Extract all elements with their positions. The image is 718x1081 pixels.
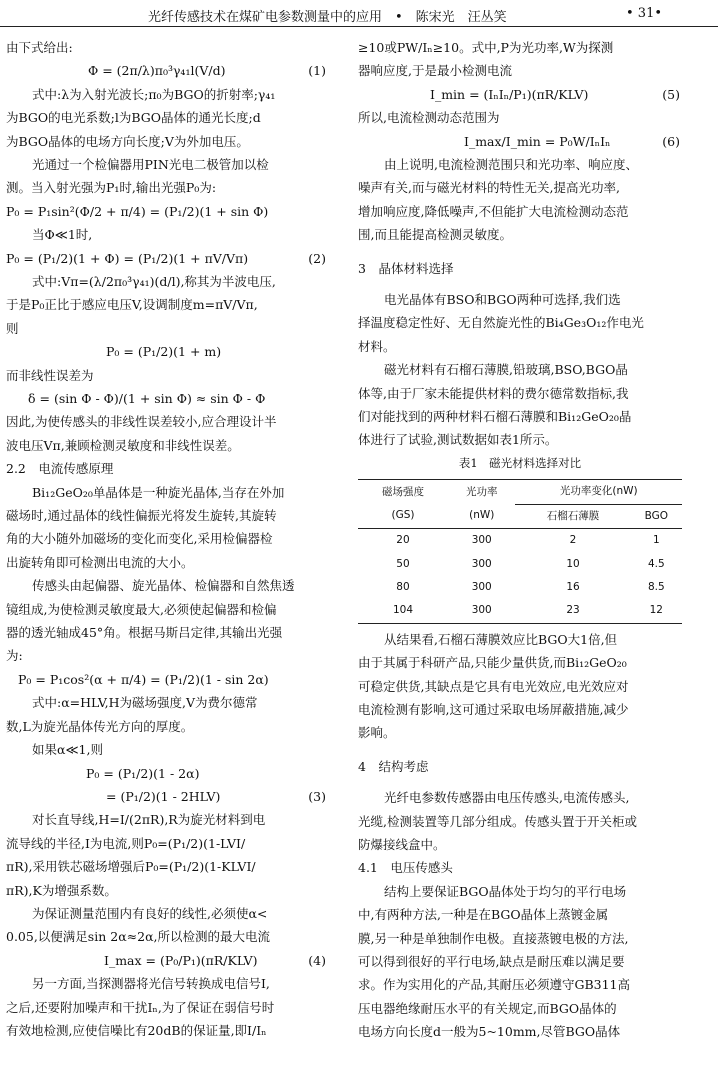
text-line: 光缆,检测装置等几部分组成。传感头置于开关柜或	[358, 813, 637, 829]
table-cell: 8.5	[647, 580, 665, 593]
text-line: 求。作为实用化的产品,其耐压必须遵守GB311高	[358, 977, 631, 993]
table-cell: 300	[471, 534, 492, 547]
text-line: 角的大小随外加磁场的变化而变化,采用检偏器检	[6, 531, 273, 547]
text-line: 由上说明,电流检测范围只和光功率、响应度、	[384, 157, 638, 172]
text-line: πR),采用铁芯磁场增强后P₀=(P₁/2)(1-KLVI/	[6, 859, 256, 875]
text-line: 另一方面,当探测器将光信号转换成电信号I,	[32, 976, 270, 992]
text-line: 数,L为旋光晶体传光方向的厚度。	[6, 718, 194, 734]
text-line: 们对能找到的两种材料石榴石薄膜和Bi₁₂GeO₂₀晶	[358, 409, 632, 425]
text-line: 电流检测有影响,这可通过采取电场屏蔽措施,减少	[358, 701, 629, 717]
text-line: 镜组成,为使检测灵敏度最大,必须使起偏器和检偏	[6, 601, 277, 617]
equation-9	[6, 949, 328, 972]
table-row	[358, 599, 682, 623]
text-line: 防爆接线盒中。	[358, 836, 446, 852]
text-line: 出旋转角即可检测出电流的大小。	[6, 554, 194, 570]
text-line: 测。当入射光强为P₁时,输出光强P₀为:	[6, 180, 217, 196]
section-heading-4: 4 结构考虑	[358, 758, 429, 774]
text-line: 为:	[6, 648, 23, 664]
equation-number: (2)	[308, 250, 326, 266]
equation-body: = (P₁/2)(1 - 2HLV)	[106, 788, 221, 804]
text-line: ≥10或PW/Iₙ≥10。式中,P为光功率,W为探测	[358, 40, 614, 55]
equation-1	[6, 59, 328, 82]
table-header-power: 光功率	[448, 480, 515, 504]
page-number: • 31•	[626, 6, 663, 21]
equation-body: I_min = (IₙIₙ/P₁)(πR/KLV)	[430, 86, 589, 102]
table-header-power-unit: (nW)	[448, 504, 515, 528]
header-title: 光纤传感技术在煤矿电参数测量中的应用 • 陈宋光 汪丛笑	[148, 10, 507, 25]
equation-body: I_max = (P₀/P₁)(πR/KLV)	[104, 952, 258, 968]
text-line: 择温度稳定性好、无自然旋光性的Bi₄Ge₃O₁₂作电光	[358, 315, 644, 331]
equation-number: (3)	[308, 788, 326, 804]
text-line: 式中:λ为入射光波长;π₀为BGO的折射率;γ₄₁	[32, 86, 276, 102]
text-line: 而非线性误差为	[6, 367, 94, 383]
text-line: 器响应度,于是最小检测电流	[358, 63, 512, 79]
text-line: 光纤电参数传感器由电压传感头,电流传感头,	[384, 790, 630, 806]
text-line: 影响。	[358, 725, 396, 741]
table-header-change: 光功率变化(nW)	[515, 480, 682, 504]
equation-5	[6, 387, 328, 410]
text-line: 波电压Vπ,兼顾检测灵敏度和非线性误差。	[6, 437, 240, 453]
table-cell: 300	[471, 557, 492, 570]
table-cell: 20	[396, 534, 410, 547]
text-line: 增加响应度,降低噪声,不但能扩大电流检测动态范	[358, 203, 629, 219]
equation-6	[6, 668, 328, 691]
text-line: 磁场时,通过晶体的线性偏振光将发生旋转,其旋转	[6, 508, 277, 524]
text-line: 之后,还要附加噪声和干扰Iₙ,为了保证在弱信号时	[6, 999, 275, 1015]
text-line: 体进行了试验,测试数据如表1所示。	[358, 432, 558, 448]
text-line: 器的透光轴成45°角。根据马斯吕定律,其输出光强	[6, 625, 283, 641]
text-line: 磁光材料有石榴石薄膜,铅玻璃,BSO,BGO晶	[384, 362, 628, 378]
text-line: 式中:α=HLV,H为磁场强度,V为费尔德常	[32, 695, 258, 711]
text-line: 从结果看,石榴石薄膜效应比BGO大1倍,但	[384, 631, 618, 647]
text-line: 噪声有关,而与磁光材料的特性无关,提高光功率,	[358, 180, 620, 196]
material-comparison-table	[358, 479, 682, 623]
text-line: 0.05,以便满足sin 2α≈2α,所以检测的最大电流	[6, 929, 270, 945]
equation-body: P₀ = (P₁/2)(1 - 2α)	[86, 765, 200, 781]
text-line: 可稳定供货,其缺点是它具有电光效应,电光效应对	[358, 678, 629, 694]
text-line: 可以得到很好的平行电场,缺点是耐压难以满足要	[358, 954, 625, 969]
text-line: 式中:Vπ=(λ/2π₀³γ₄₁)(d/l),称其为半波电压,	[32, 274, 276, 290]
equation-number: (6)	[662, 133, 680, 149]
text-line: 流导线的半径,I为电流,则P₀=(P₁/2)(1-LVI/	[6, 835, 246, 851]
section-heading-2-2: 2.2 电流传感原理	[6, 461, 114, 477]
equation-number: (1)	[308, 63, 326, 79]
text-line: 因此,为使传感头的非线性误差较小,应合理设计半	[6, 414, 277, 430]
equation-number: (5)	[662, 86, 680, 102]
left-column	[6, 36, 328, 1042]
text-line: 结构上要保证BGO晶体处于均匀的平行电场	[384, 883, 627, 899]
equation-11	[358, 130, 682, 153]
text-line: 中,有两种方法,一种是在BGO晶体上蒸镀金属	[358, 907, 609, 923]
equation-4	[6, 340, 328, 363]
text-line: πR),K为增强系数。	[6, 882, 117, 898]
text-line: Bi₁₂GeO₂₀单晶体是一种旋光晶体,当存在外加	[32, 484, 285, 500]
section-heading-3: 3 晶体材料选择	[358, 260, 454, 276]
equation-10	[358, 83, 682, 106]
table-header-field: 磁场强度	[358, 480, 448, 504]
equation-body: Φ = (2π/λ)π₀³γ₄₁l(V/d)	[88, 63, 226, 79]
text-line: 体等,由于厂家未能提供材料的费尔德常数指标,我	[358, 385, 629, 401]
table-cell: 1	[652, 534, 660, 547]
table-cell: 23	[515, 599, 630, 623]
equation-body: I_max/I_min = P₀W/IₙIₙ	[464, 133, 611, 149]
table-cell: 50	[396, 557, 410, 570]
table-cell: 80	[396, 580, 410, 593]
text-line: 光通过一个检偏器用PIN光电二极管加以检	[32, 157, 269, 173]
equation-7	[6, 762, 328, 785]
equation-body: δ = (sin Φ - Φ)/(1 + sin Φ) ≈ sin Φ - Φ	[28, 391, 266, 407]
table-header-bgo: BGO	[631, 504, 682, 528]
text-line: 为BGO晶体的电场方向长度;V为外加电压。	[6, 133, 249, 149]
equation-number: (4)	[308, 952, 326, 968]
text-line: 有效地检测,应使信噪比有20dB的保证量,即I/Iₙ	[6, 1022, 267, 1038]
text-line: 当Φ≪1时,	[32, 227, 93, 243]
table-row	[358, 576, 682, 599]
table-caption: 表1 磁光材料选择对比	[458, 455, 582, 470]
text-line: 为保证测量范围内有良好的线性,必须使α<	[32, 905, 268, 921]
text-line: 对长直导线,H=I/(2πR),R为旋光材料到电	[32, 812, 266, 828]
table-cell: 12	[631, 599, 682, 623]
equation-body: P₀ = P₁cos²(α + π/4) = (P₁/2)(1 - sin 2α)	[18, 671, 269, 687]
table-cell: 300	[448, 599, 515, 623]
text-line: 材料。	[358, 338, 396, 354]
table-row	[358, 553, 682, 576]
text-line: 由于其属于科研产品,只能少量供货,而Bi₁₂GeO₂₀	[358, 655, 627, 671]
table-cell: 300	[471, 580, 492, 593]
equation-body: P₀ = P₁sin²(Φ/2 + π/4) = (P₁/2)(1 + sin Φ)	[6, 203, 269, 219]
equation-body: P₀ = (P₁/2)(1 + m)	[106, 344, 222, 360]
text-line: 则	[6, 320, 19, 336]
text-line: 膜,另一种是单独制作电极。直接蒸镀电极的方法,	[358, 930, 629, 946]
text-line: 压电器绝缘耐压水平的有关规定,而BGO晶体的	[358, 1000, 617, 1016]
table-cell: 10	[566, 557, 580, 570]
table-cell: 104	[358, 599, 448, 623]
text-line: 由下式给出:	[6, 40, 73, 55]
text-line: 电场方向长度d一般为5~10mm,尽管BGO晶体	[358, 1024, 621, 1040]
table-header-garnet: 石榴石薄膜	[515, 504, 630, 528]
equation-3	[6, 247, 328, 270]
equation-body: P₀ = (P₁/2)(1 + Φ) = (P₁/2)(1 + πV/Vπ)	[6, 250, 249, 266]
right-column	[358, 36, 682, 1044]
equation-8	[6, 785, 328, 808]
text-line: 为BGO的电光系数;l为BGO晶体的通光长度;d	[6, 110, 261, 126]
table-header-field-unit: (GS)	[358, 504, 448, 528]
text-line: 所以,电流检测动态范围为	[358, 110, 500, 126]
text-line: 传感头由起偏器、旋光晶体、检偏器和自然焦透	[32, 578, 295, 594]
table-cell: 16	[566, 580, 580, 593]
text-line: 电光晶体有BSO和BGO两种可选择,我们选	[384, 292, 621, 308]
section-heading-4-1: 4.1 电压传感头	[358, 860, 453, 876]
text-line: 于是P₀正比于感应电压V,设调制度m=πV/Vπ,	[6, 297, 258, 313]
text-line: 如果α≪1,则	[32, 742, 103, 758]
running-header	[0, 0, 718, 27]
table-cell: 4.5	[647, 557, 665, 570]
table-row	[358, 529, 682, 553]
text-line: 围,而且能提高检测灵敏度。	[358, 227, 512, 243]
table-cell: 2	[569, 534, 577, 547]
equation-2	[6, 200, 328, 223]
